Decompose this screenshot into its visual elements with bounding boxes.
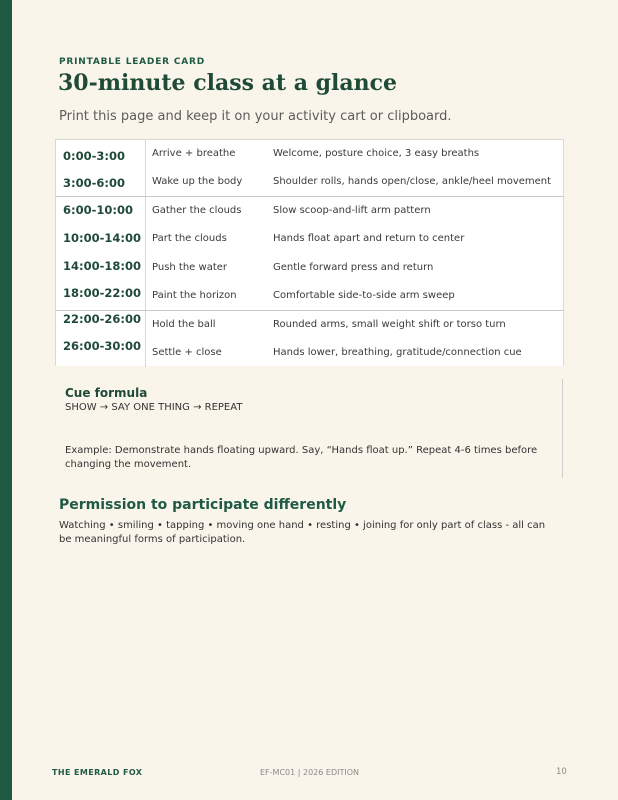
group-divider <box>56 310 563 311</box>
row-activity: Arrive + breathe <box>152 148 236 159</box>
permission-heading: Permission to participate differently <box>59 497 347 513</box>
row-detail: Welcome, posture choice, 3 easy breaths <box>273 148 480 159</box>
group-divider <box>56 196 563 197</box>
row-detail: Slow scoop-and-lift arm pattern <box>273 205 431 216</box>
row-activity: Wake up the body <box>152 176 243 187</box>
footer-edition: EF-MC01 | 2026 EDITION <box>260 768 359 777</box>
row-detail: Rounded arms, small weight shift or torso turn <box>273 319 506 330</box>
row-detail: Hands float apart and return to center <box>273 233 465 244</box>
row-time: 3:00-6:00 <box>63 176 125 190</box>
cue-formula-box <box>55 379 563 478</box>
row-detail: Gentle forward press and return <box>273 262 434 273</box>
row-time: 0:00-3:00 <box>63 149 125 163</box>
row-activity: Part the clouds <box>152 233 227 244</box>
cue-formula-text: SHOW → SAY ONE THING → REPEAT <box>65 402 243 413</box>
page-spine-bar <box>0 0 12 800</box>
row-time: 14:00-18:00 <box>63 259 141 273</box>
row-time: 26:00-30:00 <box>63 339 141 353</box>
row-time: 22:00-26:00 <box>63 312 141 326</box>
page-number: 10 <box>556 767 567 777</box>
permission-body: Watching • smiling • tapping • moving one hand • resting • joining for only part of class - all can be meaningful forms of participation. <box>59 520 546 545</box>
row-detail: Shoulder rolls, hands open/close, ankle/heel movement <box>273 176 552 187</box>
eyebrow-label: PRINTABLE LEADER CARD <box>59 57 205 67</box>
row-time: 10:00-14:00 <box>63 231 141 245</box>
row-detail: Hands lower, breathing, gratitude/connection cue <box>273 347 522 358</box>
column-divider <box>145 140 146 367</box>
footer-brand: THE EMERALD FOX <box>52 768 143 777</box>
row-detail: Comfortable side-to-side arm sweep <box>273 290 455 301</box>
cue-example-text: Example: Demonstrate hands floating upward. Say, “Hands float up.” Repeat 4-6 times before changing the movement. <box>65 445 538 470</box>
page-title: 30-minute class at a glance <box>58 70 398 96</box>
row-activity: Settle + close <box>152 347 222 358</box>
row-activity: Paint the horizon <box>152 290 237 301</box>
row-activity: Push the water <box>152 262 227 273</box>
row-activity: Gather the clouds <box>152 205 242 216</box>
cue-title: Cue formula <box>65 386 148 400</box>
page-subtitle: Print this page and keep it on your activity cart or clipboard. <box>59 109 452 124</box>
schedule-table <box>55 139 564 366</box>
row-activity: Hold the ball <box>152 319 216 330</box>
row-time: 6:00-10:00 <box>63 203 133 217</box>
row-time: 18:00-22:00 <box>63 286 141 300</box>
